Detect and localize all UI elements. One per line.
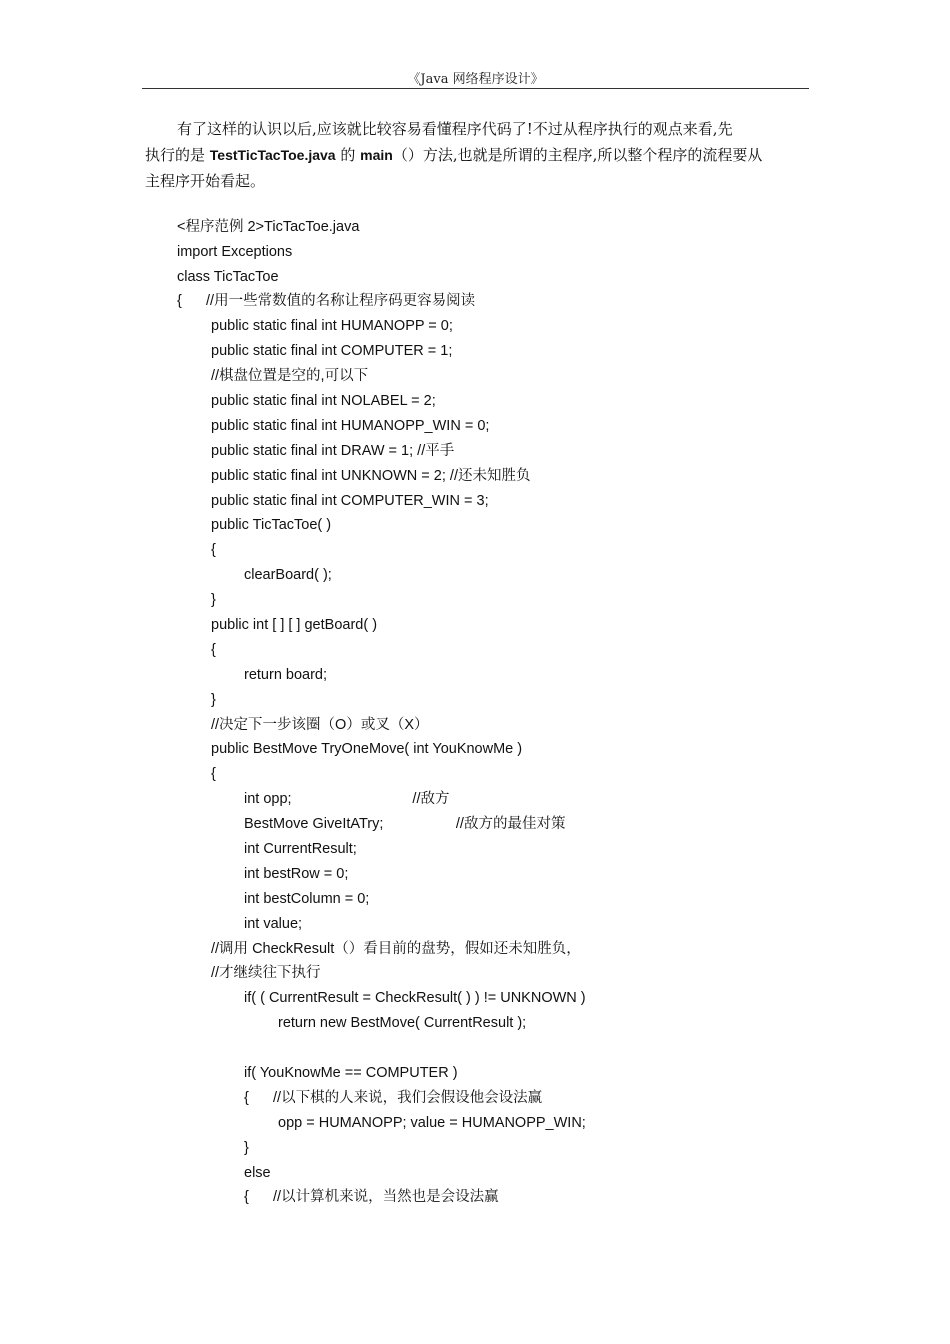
code-brace: } <box>244 1140 249 1156</box>
code-line: class TicTacToe <box>177 269 279 285</box>
code-line: { //用一些常数值的名称让程序码更容易阅读 <box>177 293 476 309</box>
code-comment: //调用 CheckResult（）看目前的盘势，假如还未知胜负， <box>211 941 581 957</box>
code-line: else <box>244 1165 271 1181</box>
code-line: public static final int NOLABEL = 2; <box>211 393 436 409</box>
intro-line-2 <box>145 142 809 168</box>
code-line: int bestRow = 0; <box>244 866 349 882</box>
code-line: if( ( CurrentResult = CheckResult( ) ) != UNKNOWN ) <box>244 990 586 1006</box>
code-brace: { <box>211 642 216 658</box>
code-line: BestMove GiveItATry; //敌方的最佳对策 <box>244 816 566 832</box>
code-line: public static final int HUMANOPP = 0; <box>211 318 453 334</box>
code-line: public TicTacToe( ) <box>211 517 332 533</box>
intro-text: 的 <box>335 146 361 164</box>
intro-paragraph <box>145 116 809 194</box>
code-brace: { <box>211 766 216 782</box>
code-brace: { <box>211 542 216 558</box>
code-line: return board; <box>244 667 328 683</box>
code-comment: //才继续往下执行 <box>211 965 321 981</box>
code-comment: { //以下棋的人来说，我们会假设他会设法赢 <box>244 1090 543 1106</box>
code-line: opp = HUMANOPP; value = HUMANOPP_WIN; <box>278 1115 586 1131</box>
intro-line-3: 主程序开始看起。 <box>145 172 266 190</box>
code-line: clearBoard( ); <box>244 567 332 583</box>
main-method: main <box>360 147 393 163</box>
code-line: public static final int HUMANOPP_WIN = 0; <box>211 418 490 434</box>
file-name: TestTicTacToe.java <box>209 147 336 163</box>
code-line: int value; <box>244 916 303 932</box>
intro-line-1: 有了这样的认识以后,应该就比较容易看懂程序代码了!不过从程序执行的观点来看,先 <box>177 120 733 138</box>
code-comment: { //以计算机来说，当然也是会设法赢 <box>244 1189 499 1205</box>
intro-text: 执行的是 <box>145 146 210 164</box>
code-line: public static final int COMPUTER_WIN = 3; <box>211 493 489 509</box>
header-rule <box>142 88 809 89</box>
listing-caption: <程序范例 2>TicTacToe.java <box>177 219 360 235</box>
code-brace: } <box>211 592 216 608</box>
code-brace: } <box>211 692 216 708</box>
running-header: 《Java 网络程序设计》 <box>407 72 544 87</box>
code-line: public BestMove TryOneMove( int YouKnowMe ) <box>211 741 523 757</box>
code-comment: //决定下一步该圈（O）或叉（X） <box>211 717 429 733</box>
code-line: int bestColumn = 0; <box>244 891 370 907</box>
code-line: if( YouKnowMe == COMPUTER ) <box>244 1065 458 1081</box>
code-line: public static final int DRAW = 1; //平手 <box>211 443 455 459</box>
code-line: public int [ ] [ ] getBoard( ) <box>211 617 378 633</box>
code-line: import Exceptions <box>177 244 293 260</box>
code-line: return new BestMove( CurrentResult ); <box>278 1015 527 1031</box>
code-line: public static final int UNKNOWN = 2; //还未知胜负 <box>211 468 531 484</box>
code-comment: //棋盘位置是空的,可以下 <box>211 368 369 384</box>
code-line: public static final int COMPUTER = 1; <box>211 343 453 359</box>
intro-text: （）方法,也就是所谓的主程序,所以整个程序的流程要从 <box>392 146 763 164</box>
code-line: int opp; //敌方 <box>244 791 450 807</box>
code-line: int CurrentResult; <box>244 841 357 857</box>
